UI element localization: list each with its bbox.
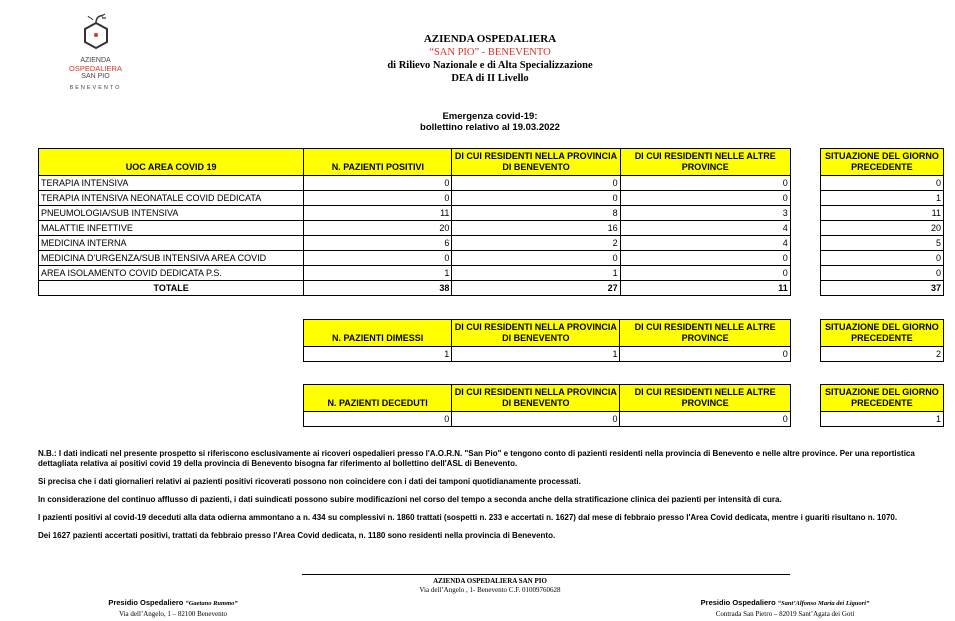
presidio-right-address: Contrada San Pietro – 82019 Sant’Agata dei Goti — [715, 610, 855, 618]
footer-presidio-left — [78, 598, 268, 619]
footer-center — [340, 577, 640, 595]
row-positivi: 0 — [304, 176, 452, 191]
row-area: MEDICINA INTERNA — [39, 236, 304, 251]
row-area: PNEUMOLOGIA/SUB INTENSIVA — [39, 206, 304, 221]
header-giorno-precedente: SITUAZIONE DEL GIORNO PRECEDENTE — [820, 149, 943, 176]
dimessi-header-row — [304, 320, 944, 347]
dimessi-value: 1 — [304, 347, 452, 362]
row-altre: 0 — [620, 266, 790, 281]
logo-line-2: OSPEDALIERA — [69, 64, 122, 73]
row-altre: 4 — [620, 236, 790, 251]
deceduti-value: 0 — [304, 412, 452, 427]
gap — [790, 385, 820, 412]
table-row — [304, 347, 944, 362]
logo-line-1: AZIENDA — [80, 57, 111, 64]
row-prec: 0 — [820, 251, 943, 266]
document-header — [340, 33, 640, 85]
row-prec: 1 — [820, 191, 943, 206]
table-row — [39, 176, 944, 191]
row-positivi: 6 — [304, 236, 452, 251]
footer-line-1: AZIENDA OSPEDALIERA SAN PIO — [433, 577, 547, 585]
header-line-1: AZIENDA OSPEDALIERA — [423, 33, 557, 45]
row-altre: 3 — [620, 206, 790, 221]
total-bn: 27 — [452, 281, 620, 296]
deceduti-header-row — [304, 385, 944, 412]
gap — [790, 266, 820, 281]
row-altre: 0 — [620, 176, 790, 191]
total-row — [39, 281, 944, 296]
deceduti-altre: 0 — [620, 412, 790, 427]
gap — [790, 236, 820, 251]
row-prec: 11 — [820, 206, 943, 221]
note-paragraph: I pazienti positivi al covid-19 deceduti alla data odierna ammontano a n. 434 su complessivi n. 1860 trattati (sospetti n. 233 e accertati n. 1627) dal mese di febbraio presso l'Area Covid dedicata, mentre i guariti risultano n. 1070. — [38, 513, 898, 522]
gap — [790, 251, 820, 266]
presidio-left-address: Via dell’Angelo, 1 – 82100 Benevento — [118, 610, 228, 618]
positivi-table — [38, 148, 944, 296]
total-label: TOTALE — [39, 281, 304, 296]
logo-line-3: SAN PIO — [81, 73, 110, 80]
row-area: TERAPIA INTENSIVA NEONATALE COVID DEDICATA — [39, 191, 304, 206]
dimessi-table — [303, 319, 944, 362]
note-paragraph: Dei 1627 pazienti accertati positivi, trattati da febbraio presso l'Area Covid dedicata, n. 1180 sono residenti nella provincia di Benevento. — [38, 531, 556, 540]
header-residenti-altre: DI CUI RESIDENTI NELLE ALTRE PROVINCE — [620, 385, 790, 412]
row-bn: 0 — [452, 191, 620, 206]
table-row — [39, 251, 944, 266]
header-line-2: “SAN PIO” - BENEVENTO — [429, 47, 551, 58]
row-prec: 0 — [820, 176, 943, 191]
gap — [790, 149, 820, 176]
header-line-4: DEA di II Livello — [451, 73, 529, 84]
note-paragraph: N.B.: I dati indicati nel presente prospetto si riferiscono esclusivamente ai ricoveri ospedalieri presso l'A.O.R.N. "San Pio" e tengono conto di pazienti residenti nella provincia di Benevento e nelle altre province. Per una reportistica dettagliata relativa ai positivi covid 19 della provincia di Benevento bisogna far riferimento al bollettino dell'ASL di Benevento. — [38, 449, 915, 468]
table-row — [39, 206, 944, 221]
logo-line-4: BENEVENTO — [69, 85, 122, 91]
presidio-left-name: “Gaetano Rummo” — [185, 600, 238, 607]
dimessi-bn: 1 — [452, 347, 620, 362]
note-paragraph: In considerazione del continuo afflusso di pazienti, i dati suindicati possono subire modificazioni nel corso del tempo a seconda anche della stratificazione clinica dei pazienti per intensità di cura. — [38, 495, 782, 504]
row-positivi: 1 — [304, 266, 452, 281]
header-giorno-precedente: SITUAZIONE DEL GIORNO PRECEDENTE — [820, 385, 943, 412]
presidio-left-title: Presidio Ospedaliero — [108, 598, 184, 607]
deceduti-prec: 1 — [820, 412, 943, 427]
header-line-3: di Rilievo Nazionale e di Alta Specializzazione — [387, 60, 593, 71]
gap — [790, 281, 820, 296]
footer-line-2: Via dell’Angelo , 1- Benevento C.F. 01009760628 — [419, 586, 561, 594]
hexagon-logo-icon — [74, 13, 118, 57]
row-bn: 1 — [452, 266, 620, 281]
header-giorno-precedente: SITUAZIONE DEL GIORNO PRECEDENTE — [820, 320, 943, 347]
row-positivi: 11 — [304, 206, 452, 221]
note-paragraph: Si precisa che i dati giornalieri relativi ai pazienti positivi ricoverati possono non coincidere con i dati dei tamponi quotidianamente processati. — [38, 477, 581, 486]
total-positivi: 38 — [304, 281, 452, 296]
notes-section — [38, 449, 943, 549]
row-altre: 0 — [620, 251, 790, 266]
total-prec: 37 — [820, 281, 943, 296]
row-positivi: 0 — [304, 251, 452, 266]
header-residenti-benevento: DI CUI RESIDENTI NELLA PROVINCIA DI BENEVENTO — [452, 385, 620, 412]
gap — [790, 221, 820, 236]
row-altre: 4 — [620, 221, 790, 236]
row-bn: 0 — [452, 251, 620, 266]
row-area: MALATTIE INFETTIVE — [39, 221, 304, 236]
gap — [790, 412, 820, 427]
row-bn: 0 — [452, 176, 620, 191]
table-row — [39, 266, 944, 281]
table-row — [39, 221, 944, 236]
title-line-1: Emergenza covid-19: — [442, 111, 538, 122]
bulletin-title — [360, 111, 620, 133]
title-line-2: bollettino relativo al 19.03.2022 — [420, 122, 560, 133]
footer-divider — [302, 574, 790, 575]
row-prec: 5 — [820, 236, 943, 251]
header-positivi: N. PAZIENTI POSITIVI — [304, 149, 452, 176]
dimessi-prec: 2 — [820, 347, 943, 362]
header-deceduti: N. PAZIENTI DECEDUTI — [304, 385, 452, 412]
hospital-logo — [52, 13, 139, 103]
gap — [790, 176, 820, 191]
row-bn: 8 — [452, 206, 620, 221]
gap — [790, 320, 820, 347]
presidio-right-title: Presidio Ospedaliero — [700, 598, 776, 607]
deceduti-table — [303, 384, 944, 427]
row-bn: 16 — [452, 221, 620, 236]
deceduti-bn: 0 — [452, 412, 620, 427]
header-residenti-altre: DI CUI RESIDENTI NELLE ALTRE PROVINCE — [620, 320, 790, 347]
dimessi-altre: 0 — [620, 347, 790, 362]
header-area: UOC AREA COVID 19 — [39, 149, 304, 176]
row-positivi: 20 — [304, 221, 452, 236]
row-altre: 0 — [620, 191, 790, 206]
table-row — [39, 236, 944, 251]
gap — [790, 206, 820, 221]
table-row — [39, 191, 944, 206]
header-residenti-altre: DI CUI RESIDENTI NELLE ALTRE PROVINCE — [620, 149, 790, 176]
header-residenti-benevento: DI CUI RESIDENTI NELLA PROVINCIA DI BENEVENTO — [452, 149, 620, 176]
table-row — [304, 412, 944, 427]
row-bn: 2 — [452, 236, 620, 251]
presidio-right-name: “Sant’Alfonso Maria dei Liguori” — [777, 600, 870, 607]
header-dimessi: N. PAZIENTI DIMESSI — [304, 320, 452, 347]
row-positivi: 0 — [304, 191, 452, 206]
row-area: MEDICINA D'URGENZA/SUB INTENSIVA AREA COVID — [39, 251, 304, 266]
gap — [790, 191, 820, 206]
positivi-header-row — [39, 149, 944, 176]
gap — [790, 347, 820, 362]
total-altre: 11 — [620, 281, 790, 296]
row-area: TERAPIA INTENSIVA — [39, 176, 304, 191]
row-prec: 20 — [820, 221, 943, 236]
row-prec: 0 — [820, 266, 943, 281]
row-area: AREA ISOLAMENTO COVID DEDICATA P.S. — [39, 266, 304, 281]
header-residenti-benevento: DI CUI RESIDENTI NELLA PROVINCIA DI BENEVENTO — [452, 320, 620, 347]
footer-presidio-right — [670, 598, 900, 619]
